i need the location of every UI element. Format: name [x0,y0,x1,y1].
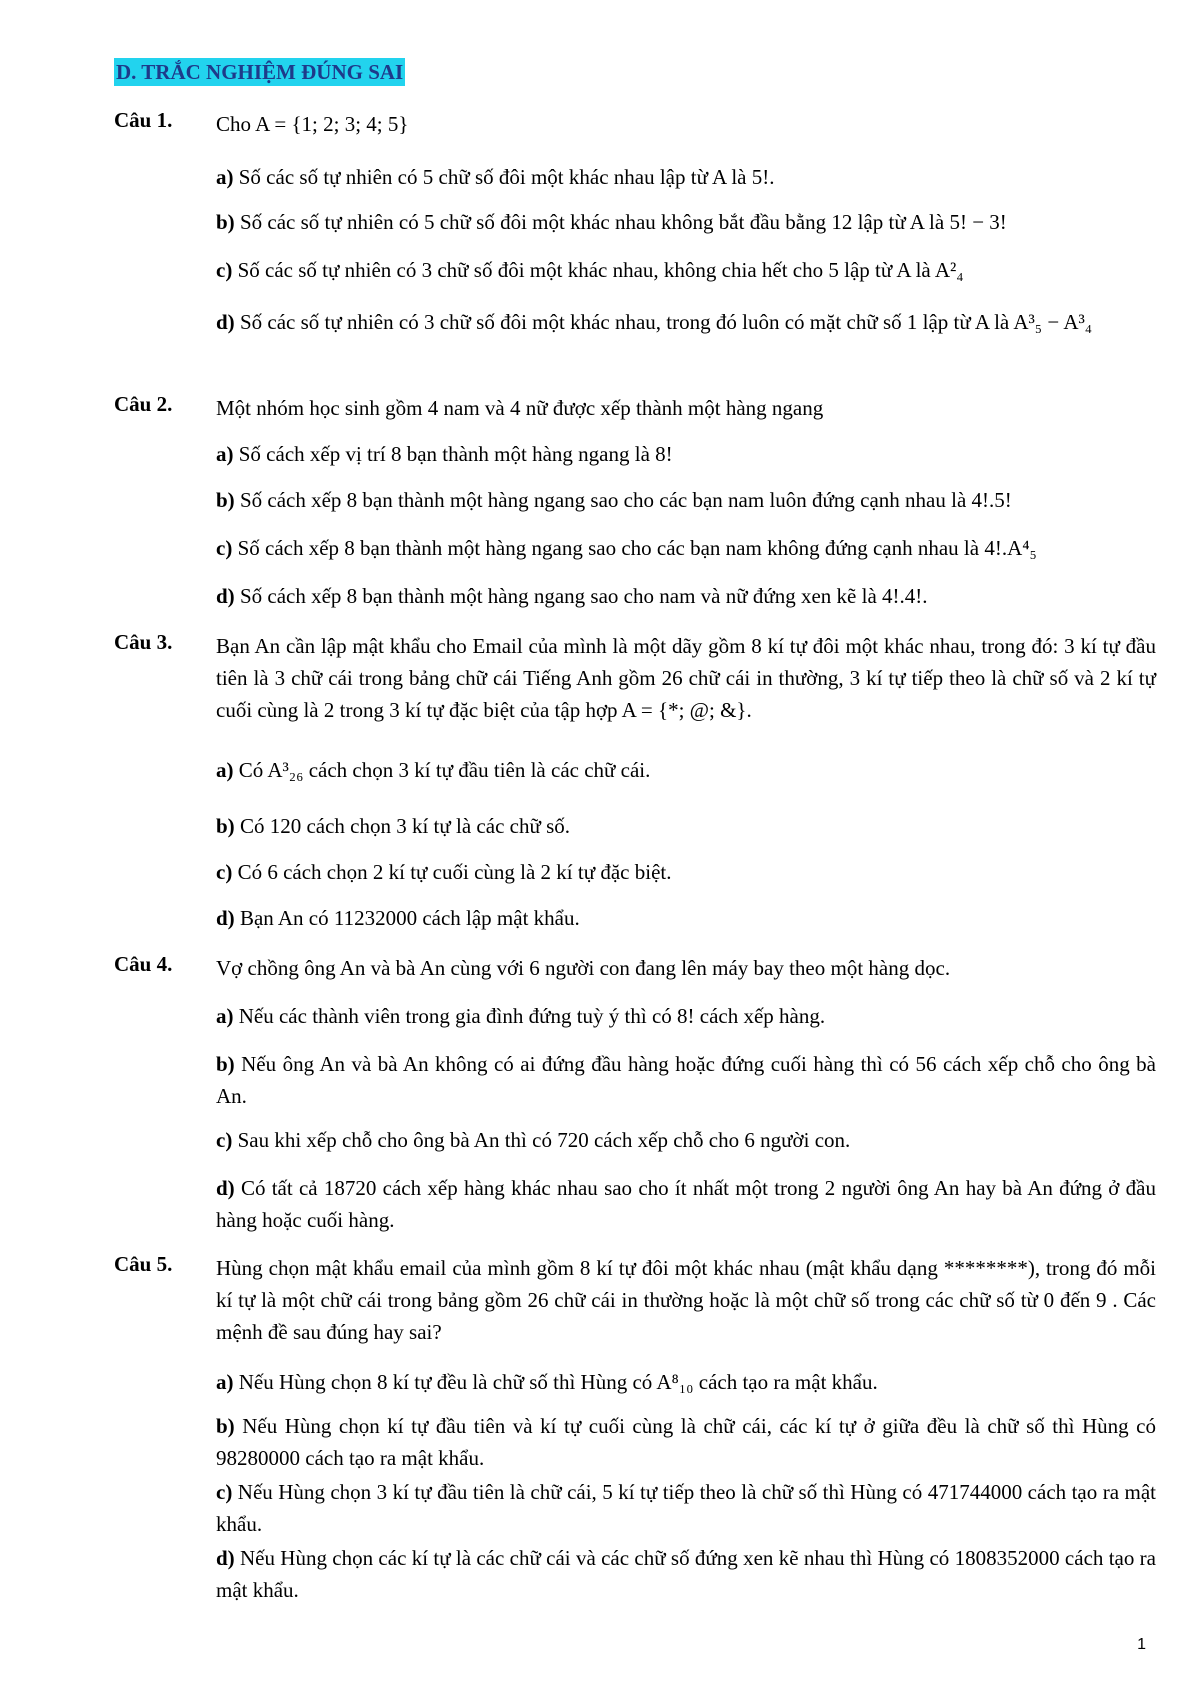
option-text: Nếu Hùng chọn kí tự đầu tiên và kí tự cuối cùng là chữ cái, các kí tự ở giữa đều là chữ số thì Hùng có 98280000 cách tạo ra mật khẩu. [216,1414,1156,1470]
option-key: d) [216,584,240,608]
option-text: Có 120 cách chọn 3 kí tự là các chữ số. [239,814,571,838]
option-key: d) [216,906,240,930]
question-label: Câu 3. [114,630,173,654]
option-text: Nếu Hùng chọn 8 kí tự đều là chữ số thì Hùng có A⁸₁₀ cách tạo ra mật khẩu. [238,1370,878,1394]
question-stem: Vợ chồng ông An và bà An cùng với 6 người con đang lên máy bay theo một hàng dọc. [216,956,951,980]
option-key: d) [216,310,240,334]
question-stem: Hùng chọn mật khẩu email của mình gồm 8 kí tự đôi một khác nhau (mật khẩu dạng ********), trong đó mỗi kí tự là một chữ cái trong bảng gồm 26 chữ cái in thường hoặc là một chữ số trong các chữ số từ 0 đến 9 . Các mệnh đề sau đúng hay sai? [216,1256,1156,1344]
option-1c [216,254,1156,286]
option-key: a) [216,1370,239,1394]
option-key: c) [216,1128,238,1152]
question-label: Câu 4. [114,952,173,976]
option-5b [216,1410,1156,1474]
question-stem: Một nhóm học sinh gồm 4 nam và 4 nữ được xếp thành một hàng ngang [216,396,824,420]
option-key: b) [216,1414,243,1438]
option-text: Có tất cả 18720 cách xếp hàng khác nhau sao cho ít nhất một trong 2 người ông An hay bà An đứng ở đầu hàng hoặc cuối hàng. [216,1176,1156,1232]
option-key: c) [216,536,238,560]
option-3c [216,856,1156,888]
option-text: Nếu ông An và bà An không có ai đứng đầu hàng hoặc đứng cuối hàng thì có 56 cách xếp chỗ cho ông bà An. [216,1052,1156,1108]
option-key: d) [216,1546,240,1570]
option-3d [216,902,1156,934]
option-4d [216,1172,1156,1236]
option-key: a) [216,758,239,782]
option-key: c) [216,258,238,282]
option-text: Bạn An có 11232000 cách lập mật khẩu. [239,906,580,930]
option-1d [216,306,1156,338]
option-text: Nếu Hùng chọn 3 kí tự đầu tiên là chữ cái, 5 kí tự tiếp theo là chữ số thì Hùng có 471744000 cách tạo ra mật khẩu. [216,1480,1156,1536]
option-4a [216,1000,1156,1032]
option-text: Số các số tự nhiên có 3 chữ số đôi một khác nhau, trong đó luôn có mặt chữ số 1 lập từ A là A³₅ − A³₄ [239,310,1093,334]
option-key: c) [216,1480,238,1504]
option-text: Số cách xếp 8 bạn thành một hàng ngang sao cho nam và nữ đứng xen kẽ là 4!.4!. [239,584,928,608]
option-text: Có 6 cách chọn 2 kí tự cuối cùng là 2 kí tự đặc biệt. [237,860,672,884]
option-key: b) [216,210,240,234]
section-title: D. TRẮC NGHIỆM ĐÚNG SAI [116,60,404,84]
option-key: a) [216,165,239,189]
option-text: Số các số tự nhiên có 5 chữ số đôi một khác nhau không bắt đầu bằng 12 lập từ A là 5! − 3! [239,210,1007,234]
question-stem: Bạn An cần lập mật khẩu cho Email của mình là một dãy gồm 8 kí tự đôi một khác nhau, trong đó: 3 kí tự đầu tiên là 3 chữ cái trong bảng chữ cái Tiếng Anh gồm 26 chữ cái in thường, 3 kí tự tiếp theo là chữ số và 2 kí tự cuối cùng là 2 trong 3 kí tự đặc biệt của tập hợp A = {*; @; &}. [216,634,1156,722]
option-text: Có A³₂₆ cách chọn 3 kí tự đầu tiên là các chữ cái. [238,758,651,782]
option-1a [216,161,1156,193]
option-5a [216,1366,1156,1398]
option-key: b) [216,488,240,512]
option-1b [216,206,1156,238]
option-2b [216,484,1156,516]
option-text: Số cách xếp 8 bạn thành một hàng ngang sao cho các bạn nam không đứng cạnh nhau là 4!.A⁴₅ [237,536,1037,560]
option-text: Nếu Hùng chọn các kí tự là các chữ cái và các chữ số đứng xen kẽ nhau thì Hùng có 1808352000 cách tạo ra mật khẩu. [216,1546,1156,1602]
question-stem: Cho A = {1; 2; 3; 4; 5} [216,112,409,136]
option-key: a) [216,442,239,466]
option-text: Số các số tự nhiên có 3 chữ số đôi một khác nhau, không chia hết cho 5 lập từ A là A²₄ [237,258,964,282]
option-key: a) [216,1004,239,1028]
option-5d [216,1542,1156,1606]
option-text: Số cách xếp 8 bạn thành một hàng ngang sao cho các bạn nam luôn đứng cạnh nhau là 4!.5! [239,488,1012,512]
option-2c [216,532,1156,564]
option-text: Nếu các thành viên trong gia đình đứng tuỳ ý thì có 8! cách xếp hàng. [238,1004,826,1028]
option-4b [216,1048,1156,1112]
question-label: Câu 1. [114,108,173,132]
option-2d [216,580,1156,612]
option-2a [216,438,1156,470]
option-key: c) [216,860,238,884]
option-key: d) [216,1176,241,1200]
option-key: b) [216,1052,242,1076]
option-3a [216,754,1156,786]
question-label: Câu 2. [114,392,173,416]
option-key: b) [216,814,240,838]
option-4c [216,1124,1156,1156]
option-text: Số cách xếp vị trí 8 bạn thành một hàng ngang là 8! [238,442,673,466]
option-text: Số các số tự nhiên có 5 chữ số đôi một khác nhau lập từ A là 5!. [238,165,775,189]
option-5c [216,1476,1156,1540]
option-3b [216,810,1156,842]
question-label: Câu 5. [114,1252,173,1276]
page-number: 1 [1137,1636,1146,1653]
option-text: Sau khi xếp chỗ cho ông bà An thì có 720 cách xếp chỗ cho 6 người con. [237,1128,851,1152]
